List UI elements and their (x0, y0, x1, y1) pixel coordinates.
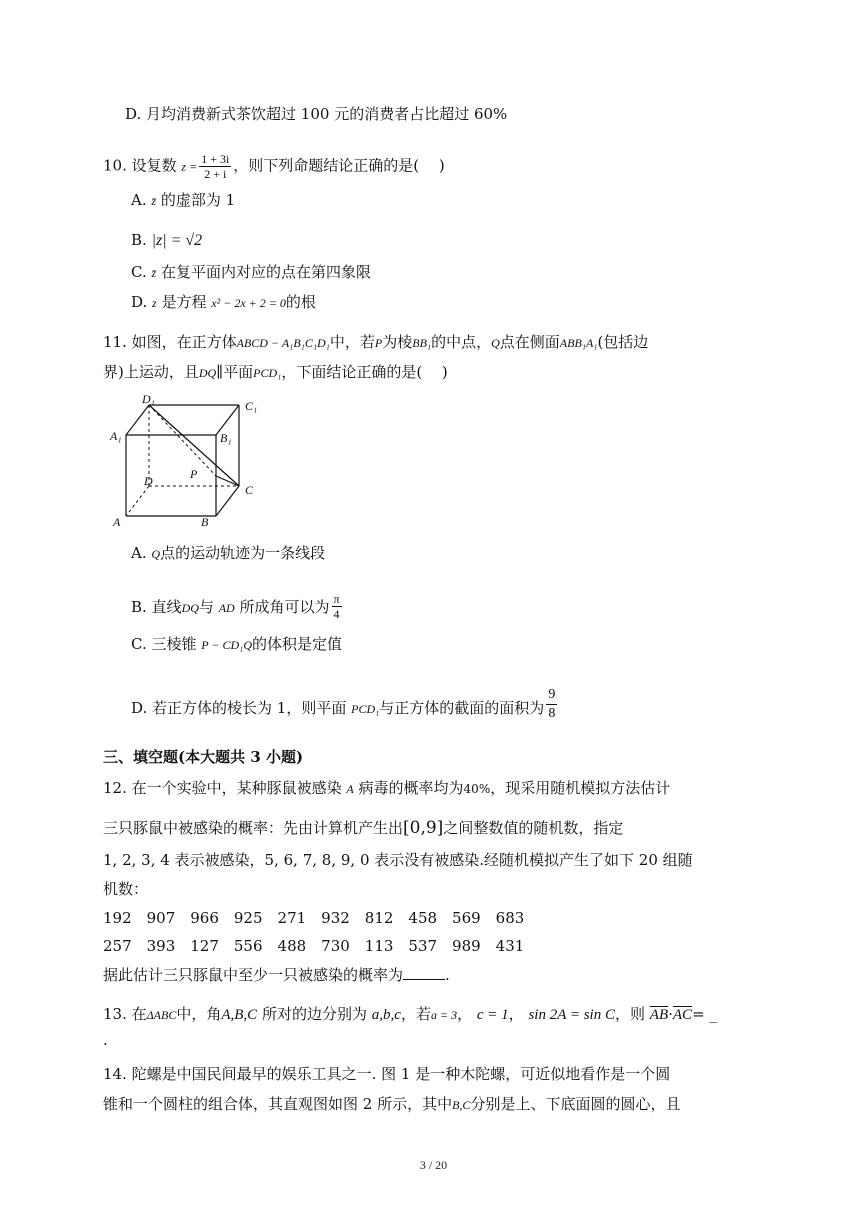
q10-b-label: B. (131, 231, 147, 249)
q13-dot: · (668, 1005, 673, 1023)
label-c: C (245, 483, 254, 497)
q12-answer-blank[interactable] (403, 965, 445, 980)
q10-option-c (131, 262, 371, 283)
segment-d1p (149, 405, 216, 476)
q11-a-var: Q (151, 547, 161, 561)
q13-angles: A,B,C (221, 1007, 258, 1023)
q11-l1-p: P (374, 336, 383, 350)
q11-l1-bb1: BB₁ (412, 336, 432, 350)
q10-option-d (131, 292, 316, 313)
q13-a-eq: a = 3 (430, 1008, 458, 1022)
q13-sin-eq: sin 2A = sin C (528, 1007, 615, 1023)
q11-d-den: 8 (548, 706, 556, 721)
q14-line2 (103, 1094, 680, 1115)
q12-l1-b: 病毒的概率均为 (358, 779, 464, 797)
q13-d: ，若 (400, 1005, 431, 1023)
q12-l7-a: 据此估计三只豚鼠中至少一只被感染的概率为 (103, 966, 404, 984)
q11-b-den: 4 (333, 607, 340, 621)
q11-option-a (131, 543, 325, 564)
q10-z-numerator: 1 + 3i (201, 152, 230, 166)
edge-da (126, 486, 149, 516)
q10-d-mid: 是方程 (161, 293, 207, 311)
q9-option-d (125, 104, 507, 124)
q10-a-var: z̄ (151, 194, 157, 208)
q12-line1 (103, 778, 670, 799)
q13-triangle: ΔABC (146, 1008, 177, 1022)
q13-sides: a,b,c (371, 1007, 401, 1023)
edge-bc (216, 486, 239, 516)
q11-l1-b: 中，若 (329, 333, 375, 351)
q14-l2-a: 锥和一个圆柱的组合体，其直观图如图 2 所示，其中 (103, 1095, 453, 1113)
q13-line (103, 1004, 717, 1025)
q13-c-eq: c = 1 (476, 1007, 509, 1023)
q12-l1-a: 12. 在一个实验中，某种豚鼠被感染 (103, 779, 342, 797)
q11-l1-c: 为棱 (382, 333, 413, 351)
q10-a-label: A. (131, 191, 147, 209)
q11-c-pre: C. 三棱锥 (131, 635, 197, 653)
q13-vector-ac: $\overline{AC}$ (672, 1007, 693, 1023)
q13-g: ，则 (614, 1005, 645, 1023)
edge-d1a1 (126, 405, 149, 435)
q11-b-fraction (332, 592, 342, 621)
q11-l1-a: 11. 如图，在正方体 (103, 333, 237, 351)
q11-l2-dq: DQ (198, 366, 217, 380)
q11-d-fraction (546, 686, 557, 723)
q12-line3: 1, 2, 3, 4 表示被感染，5, 6, 7, 8, 9, 0 表示没有被感染.经随机模拟产生了如下 20 组随 (103, 851, 693, 869)
q11-c-post: 的体积是定值 (251, 635, 342, 653)
q10-c-var: z̄ (151, 266, 157, 280)
q11-l2-b: ∥平面 (216, 363, 254, 381)
q12-l1-a-var: A (346, 782, 354, 796)
q11-l1-cube: ABCD − A₁B₁C₁D₁ (236, 336, 330, 350)
q10-stem (103, 152, 445, 181)
q11-l2-a: 界)上运动，且 (103, 363, 199, 381)
q13-c: 所对的边分别为 (261, 1005, 367, 1023)
q11-option-c (131, 634, 342, 655)
q13-tail: . (103, 1031, 108, 1049)
q10-a-text: 的虚部为 1 (160, 191, 236, 209)
q11-d-plane: PCD₁ (351, 702, 380, 716)
q11-option-b (131, 592, 344, 628)
q12-l1-c: ，现采用随机模拟方法估计 (490, 779, 671, 797)
q11-l1-face: ABB₁A₁ (559, 336, 598, 350)
q10-d-label: D. (131, 293, 148, 311)
q12-l7-b: . (445, 966, 450, 984)
q12-l1-pct: 40% (463, 782, 491, 796)
q11-a-text: 点的运动轨迹为一条线段 (160, 544, 326, 562)
q10-c-label: C. (131, 263, 147, 281)
q11-b-num: π (333, 592, 340, 606)
q11-b-post: 所成角可以为 (239, 598, 330, 616)
label-p: P (190, 467, 198, 481)
q11-c-pyramid: P − CD₁Q (201, 638, 252, 652)
q13-f: ， (508, 1005, 524, 1023)
q11-d-pre: D. 若正方体的棱长为 1，则平面 (131, 699, 347, 717)
cube-figure (108, 392, 268, 532)
label-c1: C₁ (245, 399, 258, 413)
q10-stem-post: ，则下列命题结论正确的是( ) (233, 156, 445, 175)
q12-random-row1: 192 907 966 925 271 932 812 458 569 683 (103, 909, 525, 927)
q10-option-b (131, 230, 202, 251)
q14-l2-bc: B,C (452, 1098, 471, 1112)
q11-b-ad: AD (218, 601, 235, 615)
q11-l1-f: (包括边 (597, 333, 649, 351)
q11-option-d (131, 686, 559, 721)
q10-z-denominator: 2 + i (204, 167, 227, 181)
q12-line7 (103, 965, 450, 985)
q13-a: 13. 在 (103, 1005, 147, 1023)
label-b: B (201, 515, 209, 529)
q12-l2-b: 之间整数值的随机数，指定 (443, 819, 624, 837)
q10-d-equation: x² − 2x + 2 = 0 (211, 296, 286, 310)
q12-line2 (103, 818, 623, 838)
q12-l2-a: 三只豚鼠中被感染的概率：先由计算机产生出 (103, 819, 404, 837)
q10-z-var: z = (181, 159, 198, 174)
q13-e: ， (457, 1005, 473, 1023)
label-a1: A₁ (110, 429, 122, 443)
q11-stem-line2 (103, 362, 448, 383)
q13-b: 中，角 (176, 1005, 222, 1023)
q13-blank: = _ (692, 1005, 717, 1023)
page-number: 3 / 20 (419, 1158, 448, 1172)
label-d: D (144, 474, 153, 488)
label-d1: D₁ (142, 392, 155, 406)
q14-line1: 14. 陀螺是中国民间最早的娱乐工具之一. 图 1 是一种木陀螺，可近似地看作是一个圆 (103, 1065, 671, 1083)
q11-l1-d: 的中点， (431, 333, 492, 351)
q11-a-label: A. (131, 544, 147, 562)
q11-d-post: 与正方体的截面的面积为 (379, 699, 545, 717)
q12-random-row2: 257 393 127 556 488 730 113 537 989 431 (103, 937, 525, 955)
q10-z-fraction (199, 152, 231, 181)
q11-b-mid: 与 (198, 598, 214, 616)
q11-b-pre: B. 直线 (131, 598, 182, 616)
q10-option-a (131, 190, 235, 211)
label-b1: B₁ (220, 431, 232, 445)
label-a: A (113, 515, 121, 529)
q10-d-post: 的根 (285, 293, 316, 311)
q10-b-math: |z| = √2 (151, 232, 203, 249)
q12-l2-range: [0,9] (403, 818, 444, 838)
q11-d-num: 9 (546, 686, 557, 705)
q13-vector-ab: $\overline{AB}$ (649, 1007, 669, 1023)
q11-l2-plane: PCD₁ (253, 366, 282, 380)
q10-d-var: z (152, 296, 157, 310)
q10-stem-pre: 10. 设复数 (103, 156, 177, 175)
section3-heading: 三、填空题(本大题共 3 小题) (103, 748, 304, 766)
segment-pc (216, 476, 239, 486)
q10-c-text: 在复平面内对应的点在第四象限 (160, 263, 371, 281)
q9-option-d-text: D. 月均消费新式茶饮超过 100 元的消费者占比超过 60% (125, 105, 508, 123)
q11-l1-q: Q (491, 336, 500, 350)
q12-line4: 机数： (103, 880, 149, 898)
q11-stem-line1 (103, 332, 648, 353)
q11-b-dq: DQ (181, 601, 199, 615)
q11-l1-e: 点在侧面 (499, 333, 560, 351)
q11-l2-c: ，下面结论正确的是( ) (281, 363, 448, 381)
q14-l2-b: 分别是上、下底面圆的圆心，且 (470, 1095, 681, 1113)
